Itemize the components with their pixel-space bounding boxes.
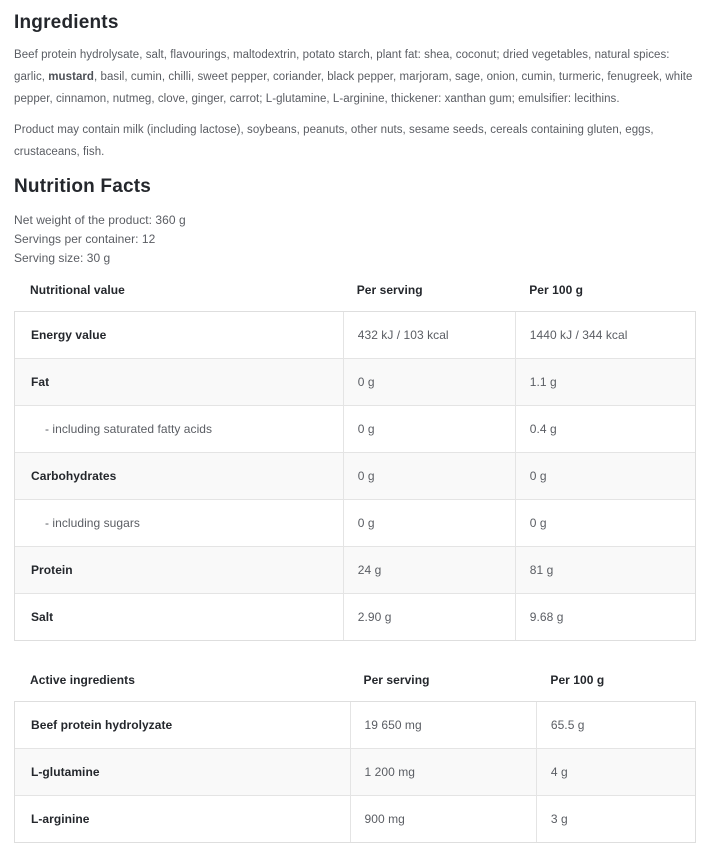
row-label: L-glutamine [31,765,100,779]
row-label: Protein [31,563,73,577]
active-table-body [14,701,696,843]
ingredients-heading: Ingredients [14,12,119,33]
per-100g-value: 9.68 g [515,594,695,640]
servings-line: Servings per container: 12 [14,232,156,246]
row-label: - including sugars [45,516,140,530]
per-serving-value: 1 200 mg [350,749,536,795]
header-per-serving: Per serving [363,673,430,687]
active-ingredients-table [14,673,696,843]
table-row [15,748,695,795]
row-label: Beef protein hydrolyzate [31,718,173,732]
active-table-header [14,673,696,701]
row-label: Fat [31,375,50,389]
header-per-serving: Per serving [356,283,423,297]
serving-size-line: Serving size: 30 g [14,251,111,265]
table-row [15,795,695,842]
ingredients-bold-word: mustard [48,71,95,83]
per-serving-value: 0 g [343,359,515,405]
table-row [15,499,695,546]
header-per-100g: Per 100 g [529,283,584,297]
per-100g-value: 65.5 g [536,702,695,748]
row-label: Carbohydrates [31,469,117,483]
table-row [15,405,695,452]
per-100g-value: 4 g [536,749,695,795]
table-row [15,358,695,405]
per-100g-value: 0.4 g [515,406,695,452]
table-row [15,702,695,748]
allergen-paragraph: Product may contain milk (including lactose), soybeans, peanuts, other nuts, sesame seeds, cereals containing gluten, eggs, crustaceans, fish. [14,124,654,158]
nutrition-facts-heading: Nutrition Facts [14,176,152,197]
table-row [15,593,695,640]
header-active-ingredients: Active ingredients [30,673,135,687]
per-serving-value: 19 650 mg [350,702,536,748]
per-serving-value: 900 mg [350,796,536,842]
ingredients-paragraph [14,44,696,110]
net-weight-line: Net weight of the product: 360 g [14,213,186,227]
per-serving-value: 0 g [343,453,515,499]
row-label: Energy value [31,328,107,342]
row-label: L-arginine [31,812,90,826]
per-serving-value: 2.90 g [343,594,515,640]
header-per-100g: Per 100 g [550,673,605,687]
per-100g-value: 0 g [515,500,695,546]
ingredients-text-after: , basil, cumin, chilli, sweet pepper, coriander, black pepper, marjoram, sage, onion, cumin, turmeric, fenugreek, white pepper, cinnamon, nutmeg, clove, ginger, carrot; L-glutamine, L-arginine, thickener: xanthan gum; emulsifier: lecithins. [14,71,693,105]
table-row [15,546,695,593]
table-row [15,452,695,499]
product-meta [14,211,696,268]
nutrition-table-header [14,283,696,311]
row-label: Salt [31,610,54,624]
table-gap [14,641,696,673]
per-100g-value: 1.1 g [515,359,695,405]
per-serving-value: 432 kJ / 103 kcal [343,312,515,358]
table-row [15,312,695,358]
nutrition-table-body [14,311,696,641]
per-serving-value: 0 g [343,500,515,546]
header-nutritional-value: Nutritional value [30,283,125,297]
nutrition-table [14,283,696,641]
per-100g-value: 0 g [515,453,695,499]
per-100g-value: 81 g [515,547,695,593]
row-label: - including saturated fatty acids [45,422,213,436]
per-100g-value: 3 g [536,796,695,842]
per-serving-value: 0 g [343,406,515,452]
per-100g-value: 1440 kJ / 344 kcal [515,312,695,358]
per-serving-value: 24 g [343,547,515,593]
ingredients-text-before: Beef protein hydrolysate, salt, flavourings, maltodextrin, potato starch, plant fat: shea, coconut; dried vegetables, natural spices: garlic, [14,49,670,83]
